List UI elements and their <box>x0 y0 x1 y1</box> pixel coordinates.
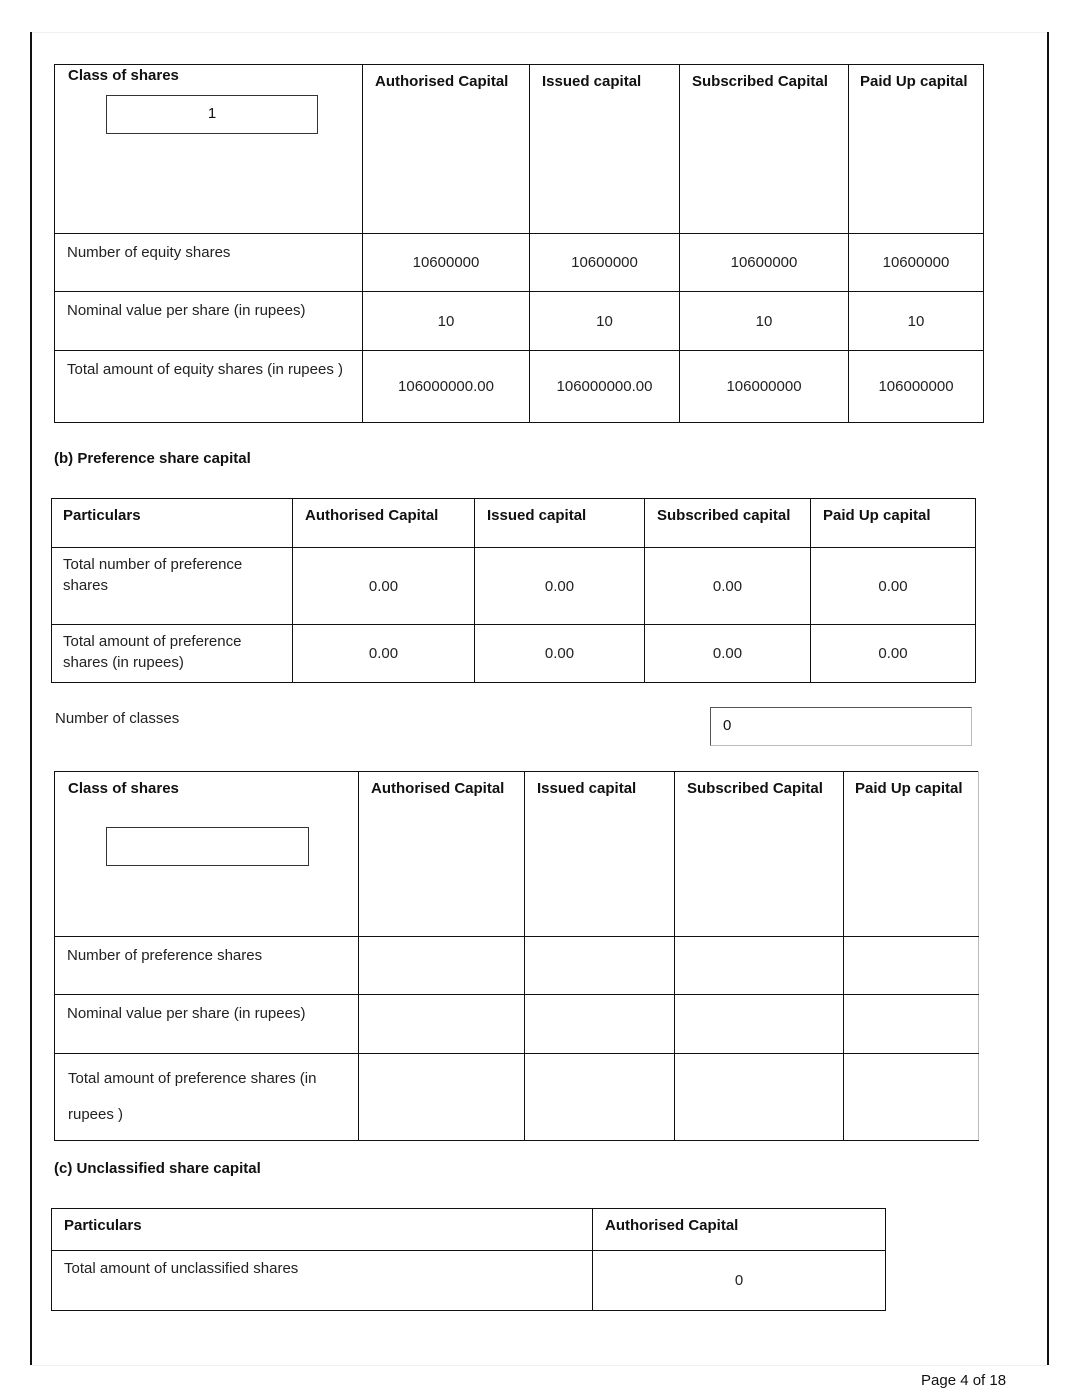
cell-authorised: 0 <box>593 1251 886 1311</box>
table-row <box>55 937 979 995</box>
page-frame-left <box>30 32 32 1365</box>
number-of-classes-input[interactable] <box>710 707 972 746</box>
table-row <box>52 548 976 625</box>
header-class-of-shares: Class of shares <box>55 65 363 234</box>
cell-authorised: 10600000 <box>363 234 530 292</box>
page-frame-top <box>32 32 1047 33</box>
header-particulars: Particulars <box>52 499 293 548</box>
cell-authorised <box>359 995 525 1054</box>
header-authorised: Authorised Capital <box>359 772 525 937</box>
cell-subscribed: 10 <box>680 292 849 351</box>
cell-paid-up <box>844 995 979 1054</box>
cell-authorised: 10 <box>363 292 530 351</box>
header-subscribed: Subscribed Capital <box>680 65 849 234</box>
table-header-row <box>52 1209 886 1251</box>
equity-class-input[interactable] <box>106 95 318 134</box>
section-title-unclassified: (c) Unclassified share capital <box>54 1160 261 1177</box>
number-of-classes-label: Number of classes <box>55 710 180 727</box>
row-label: Nominal value per share (in rupees) <box>55 995 359 1054</box>
table-header-row <box>55 65 984 234</box>
table-row <box>55 351 984 423</box>
cell-authorised: 0.00 <box>293 548 475 625</box>
cell-subscribed <box>675 995 844 1054</box>
row-label: Total amount of unclassified shares <box>52 1251 593 1311</box>
table-row <box>52 625 976 683</box>
section-title-preference: (b) Preference share capital <box>54 450 251 467</box>
cell-subscribed <box>675 1054 844 1141</box>
cell-authorised: 0.00 <box>293 625 475 683</box>
header-paid-up: Paid Up capital <box>849 65 984 234</box>
row-label: Number of preference shares <box>55 937 359 995</box>
header-authorised: Authorised Capital <box>363 65 530 234</box>
table-row <box>55 995 979 1054</box>
cell-issued <box>525 1054 675 1141</box>
table-row <box>55 292 984 351</box>
table-row <box>52 1251 886 1311</box>
row-label: Nominal value per share (in rupees) <box>55 292 363 351</box>
header-class-of-shares: Class of shares <box>55 772 359 937</box>
cell-issued: 0.00 <box>475 548 645 625</box>
row-label: Total amount of equity shares (in rupees ) <box>55 351 363 423</box>
row-label: Total amount of preference shares (in rupees ) <box>55 1054 359 1141</box>
cell-issued: 10600000 <box>530 234 680 292</box>
cell-paid-up: 106000000 <box>849 351 984 423</box>
table-header-row <box>52 499 976 548</box>
page-frame-bottom <box>32 1365 1047 1366</box>
cell-issued: 106000000.00 <box>530 351 680 423</box>
header-issued: Issued capital <box>475 499 645 548</box>
cell-issued: 10 <box>530 292 680 351</box>
preference-class-input[interactable] <box>106 827 309 866</box>
header-issued: Issued capital <box>530 65 680 234</box>
cell-paid-up: 10 <box>849 292 984 351</box>
cell-paid-up: 0.00 <box>811 625 976 683</box>
cell-subscribed: 0.00 <box>645 548 811 625</box>
header-authorised: Authorised Capital <box>593 1209 886 1251</box>
page-frame-right <box>1047 32 1049 1365</box>
header-subscribed: Subscribed capital <box>645 499 811 548</box>
header-paid-up: Paid Up capital <box>844 772 979 937</box>
cell-subscribed: 10600000 <box>680 234 849 292</box>
cell-authorised <box>359 1054 525 1141</box>
header-paid-up: Paid Up capital <box>811 499 976 548</box>
header-subscribed: Subscribed Capital <box>675 772 844 937</box>
equity-class-value: 1 <box>207 105 217 122</box>
page-number: Page 4 of 18 <box>921 1372 1007 1389</box>
row-label: Total number of preference shares <box>52 548 293 625</box>
row-label: Number of equity shares <box>55 234 363 292</box>
cell-authorised: 106000000.00 <box>363 351 530 423</box>
header-issued: Issued capital <box>525 772 675 937</box>
table-row <box>55 1054 979 1141</box>
cell-issued <box>525 995 675 1054</box>
cell-issued: 0.00 <box>475 625 645 683</box>
cell-subscribed: 106000000 <box>680 351 849 423</box>
cell-paid-up <box>844 937 979 995</box>
unclassified-table <box>51 1208 886 1311</box>
number-of-classes-value: 0 <box>723 717 732 734</box>
header-authorised: Authorised Capital <box>293 499 475 548</box>
cell-issued <box>525 937 675 995</box>
cell-authorised <box>359 937 525 995</box>
preference-summary-table <box>51 498 976 683</box>
cell-subscribed: 0.00 <box>645 625 811 683</box>
header-particulars: Particulars <box>52 1209 593 1251</box>
cell-paid-up: 10600000 <box>849 234 984 292</box>
cell-paid-up: 0.00 <box>811 548 976 625</box>
cell-paid-up <box>844 1054 979 1141</box>
cell-subscribed <box>675 937 844 995</box>
row-label: Total amount of preference shares (in rupees) <box>52 625 293 683</box>
table-row <box>55 234 984 292</box>
